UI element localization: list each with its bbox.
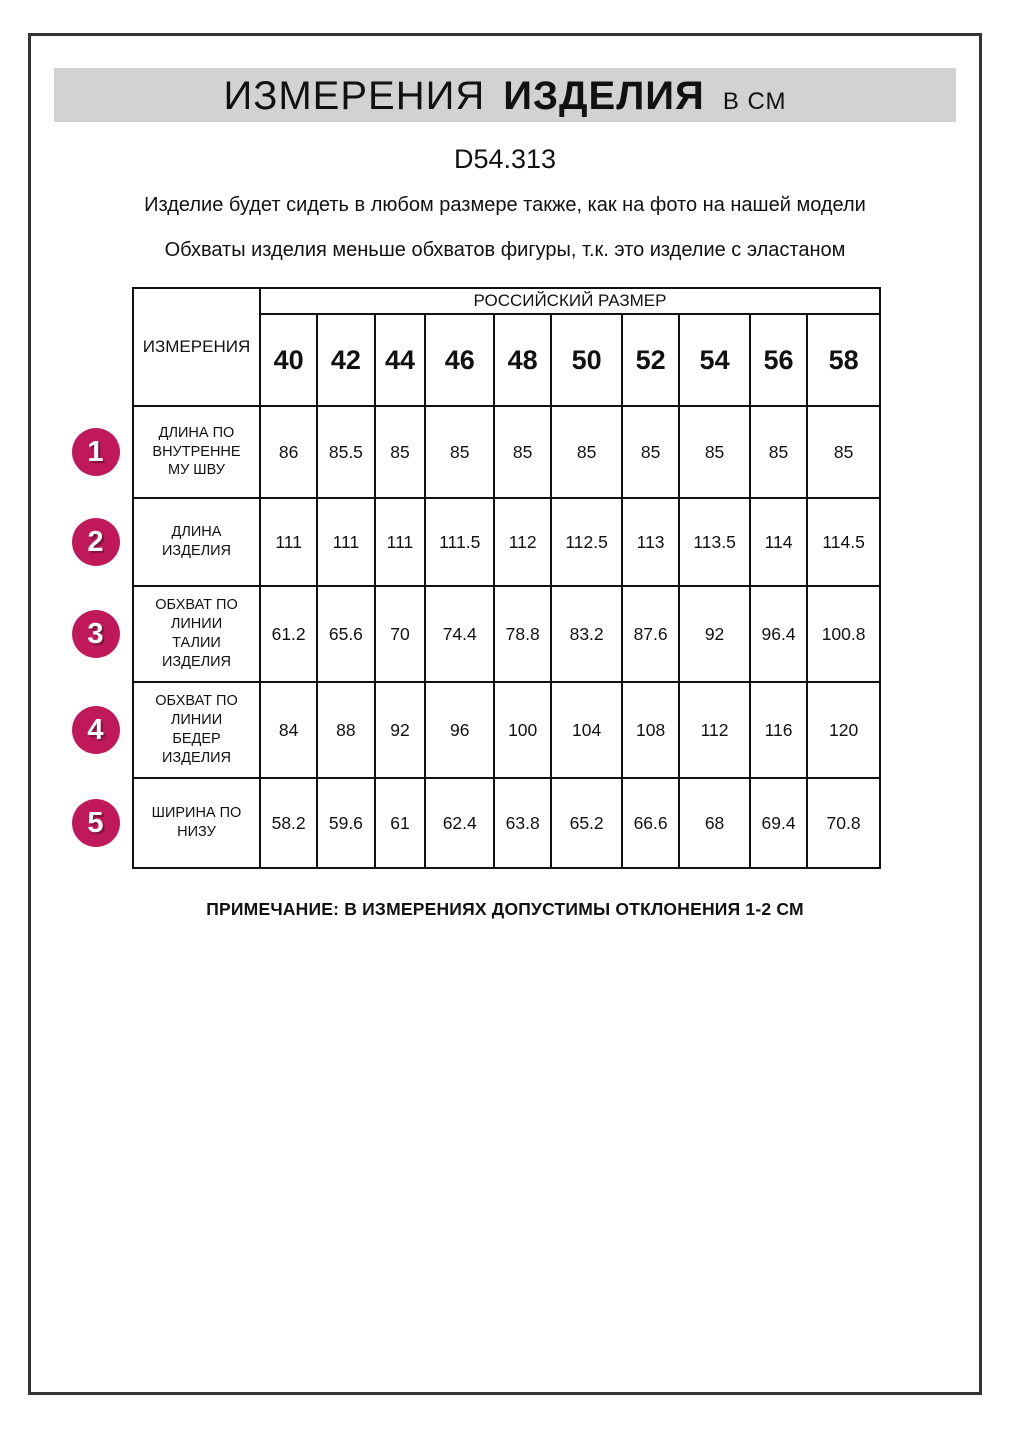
value-cell: 112.5 bbox=[551, 498, 622, 586]
value-cell: 96.4 bbox=[750, 586, 807, 682]
value-cell: 112 bbox=[494, 498, 551, 586]
value-cell: 113 bbox=[622, 498, 679, 586]
value-cell: 85.5 bbox=[317, 406, 374, 498]
russian-size-header: РОССИЙСКИЙ РАЗМЕР bbox=[260, 288, 880, 314]
size-table-wrap bbox=[31, 287, 979, 869]
value-cell: 86 bbox=[260, 406, 317, 498]
value-cell: 84 bbox=[260, 682, 317, 778]
page-title-product: ИЗДЕЛИЯ bbox=[503, 74, 705, 118]
table-row bbox=[59, 778, 880, 868]
value-cell: 68 bbox=[679, 778, 750, 868]
value-cell: 66.6 bbox=[622, 778, 679, 868]
value-cell: 63.8 bbox=[494, 778, 551, 868]
value-cell: 85 bbox=[551, 406, 622, 498]
value-cell: 58.2 bbox=[260, 778, 317, 868]
value-cell: 113.5 bbox=[679, 498, 750, 586]
page-frame bbox=[28, 33, 982, 1395]
page-title-units: В СМ bbox=[722, 88, 787, 115]
value-cell: 100.8 bbox=[807, 586, 880, 682]
row-label: ОБХВАТ ПО ЛИНИИ БЕДЕР ИЗДЕЛИЯ bbox=[133, 682, 260, 778]
row-number-badge: 4 bbox=[72, 706, 120, 754]
row-badge-cell bbox=[59, 586, 133, 682]
size-col-header: 54 bbox=[679, 314, 750, 406]
size-col-header: 42 bbox=[317, 314, 374, 406]
size-col-header: 56 bbox=[750, 314, 807, 406]
value-cell: 96 bbox=[425, 682, 494, 778]
tolerance-note: ПРИМЕЧАНИЕ: В ИЗМЕРЕНИЯХ ДОПУСТИМЫ ОТКЛОНЕНИЯ 1-2 СМ bbox=[206, 899, 804, 919]
table-row bbox=[59, 498, 880, 586]
size-col-header: 44 bbox=[375, 314, 426, 406]
size-col-header: 40 bbox=[260, 314, 317, 406]
row-label: ШИРИНА ПО НИЗУ bbox=[133, 778, 260, 868]
size-table bbox=[59, 287, 881, 869]
value-cell: 62.4 bbox=[425, 778, 494, 868]
size-col-header: 50 bbox=[551, 314, 622, 406]
value-cell: 120 bbox=[807, 682, 880, 778]
title-bar bbox=[54, 68, 956, 122]
value-cell: 114.5 bbox=[807, 498, 880, 586]
size-col-header: 52 bbox=[622, 314, 679, 406]
size-col-header: 58 bbox=[807, 314, 880, 406]
size-col-header: 48 bbox=[494, 314, 551, 406]
badge-column-spacer bbox=[59, 288, 133, 406]
table-row bbox=[59, 682, 880, 778]
row-number-badge: 3 bbox=[72, 610, 120, 658]
value-cell: 61.2 bbox=[260, 586, 317, 682]
article-code: D54.313 bbox=[453, 144, 557, 174]
group-header-row bbox=[59, 288, 880, 314]
page-title-measurements: ИЗМЕРЕНИЯ bbox=[223, 74, 486, 118]
row-label: ОБХВАТ ПО ЛИНИИ ТАЛИИ ИЗДЕЛИЯ bbox=[133, 586, 260, 682]
value-cell: 85 bbox=[494, 406, 551, 498]
value-cell: 85 bbox=[425, 406, 494, 498]
measurements-header: ИЗМЕРЕНИЯ bbox=[133, 288, 260, 406]
value-cell: 92 bbox=[375, 682, 426, 778]
value-cell: 70.8 bbox=[807, 778, 880, 868]
value-cell: 70 bbox=[375, 586, 426, 682]
row-label: ДЛИНА ИЗДЕЛИЯ bbox=[133, 498, 260, 586]
value-cell: 88 bbox=[317, 682, 374, 778]
value-cell: 111.5 bbox=[425, 498, 494, 586]
value-cell: 116 bbox=[750, 682, 807, 778]
value-cell: 85 bbox=[679, 406, 750, 498]
value-cell: 85 bbox=[622, 406, 679, 498]
row-label: ДЛИНА ПО ВНУТРЕННЕ МУ ШВУ bbox=[133, 406, 260, 498]
intro-paragraph-elastane: Обхваты изделия меньше обхватов фигуры, т.к. это изделие с эластаном bbox=[164, 239, 846, 261]
value-cell: 108 bbox=[622, 682, 679, 778]
row-number-badge: 1 bbox=[72, 428, 120, 476]
size-table-body bbox=[59, 406, 880, 868]
value-cell: 69.4 bbox=[750, 778, 807, 868]
row-number-badge: 5 bbox=[72, 799, 120, 847]
value-cell: 87.6 bbox=[622, 586, 679, 682]
value-cell: 65.2 bbox=[551, 778, 622, 868]
row-badge-cell bbox=[59, 682, 133, 778]
row-badge-cell bbox=[59, 498, 133, 586]
value-cell: 114 bbox=[750, 498, 807, 586]
value-cell: 61 bbox=[375, 778, 426, 868]
table-row bbox=[59, 586, 880, 682]
value-cell: 111 bbox=[260, 498, 317, 586]
value-cell: 85 bbox=[375, 406, 426, 498]
value-cell: 111 bbox=[317, 498, 374, 586]
value-cell: 59.6 bbox=[317, 778, 374, 868]
size-table-head bbox=[59, 288, 880, 406]
row-badge-cell bbox=[59, 406, 133, 498]
value-cell: 78.8 bbox=[494, 586, 551, 682]
value-cell: 100 bbox=[494, 682, 551, 778]
value-cell: 111 bbox=[375, 498, 426, 586]
row-number-badge: 2 bbox=[72, 518, 120, 566]
value-cell: 85 bbox=[807, 406, 880, 498]
table-row bbox=[59, 406, 880, 498]
intro-paragraph-fit: Изделие будет сидеть в любом размере также, как на фото на нашей модели bbox=[144, 194, 866, 216]
value-cell: 92 bbox=[679, 586, 750, 682]
value-cell: 83.2 bbox=[551, 586, 622, 682]
value-cell: 104 bbox=[551, 682, 622, 778]
value-cell: 74.4 bbox=[425, 586, 494, 682]
size-col-header: 46 bbox=[425, 314, 494, 406]
row-badge-cell bbox=[59, 778, 133, 868]
value-cell: 65.6 bbox=[317, 586, 374, 682]
value-cell: 85 bbox=[750, 406, 807, 498]
value-cell: 112 bbox=[679, 682, 750, 778]
